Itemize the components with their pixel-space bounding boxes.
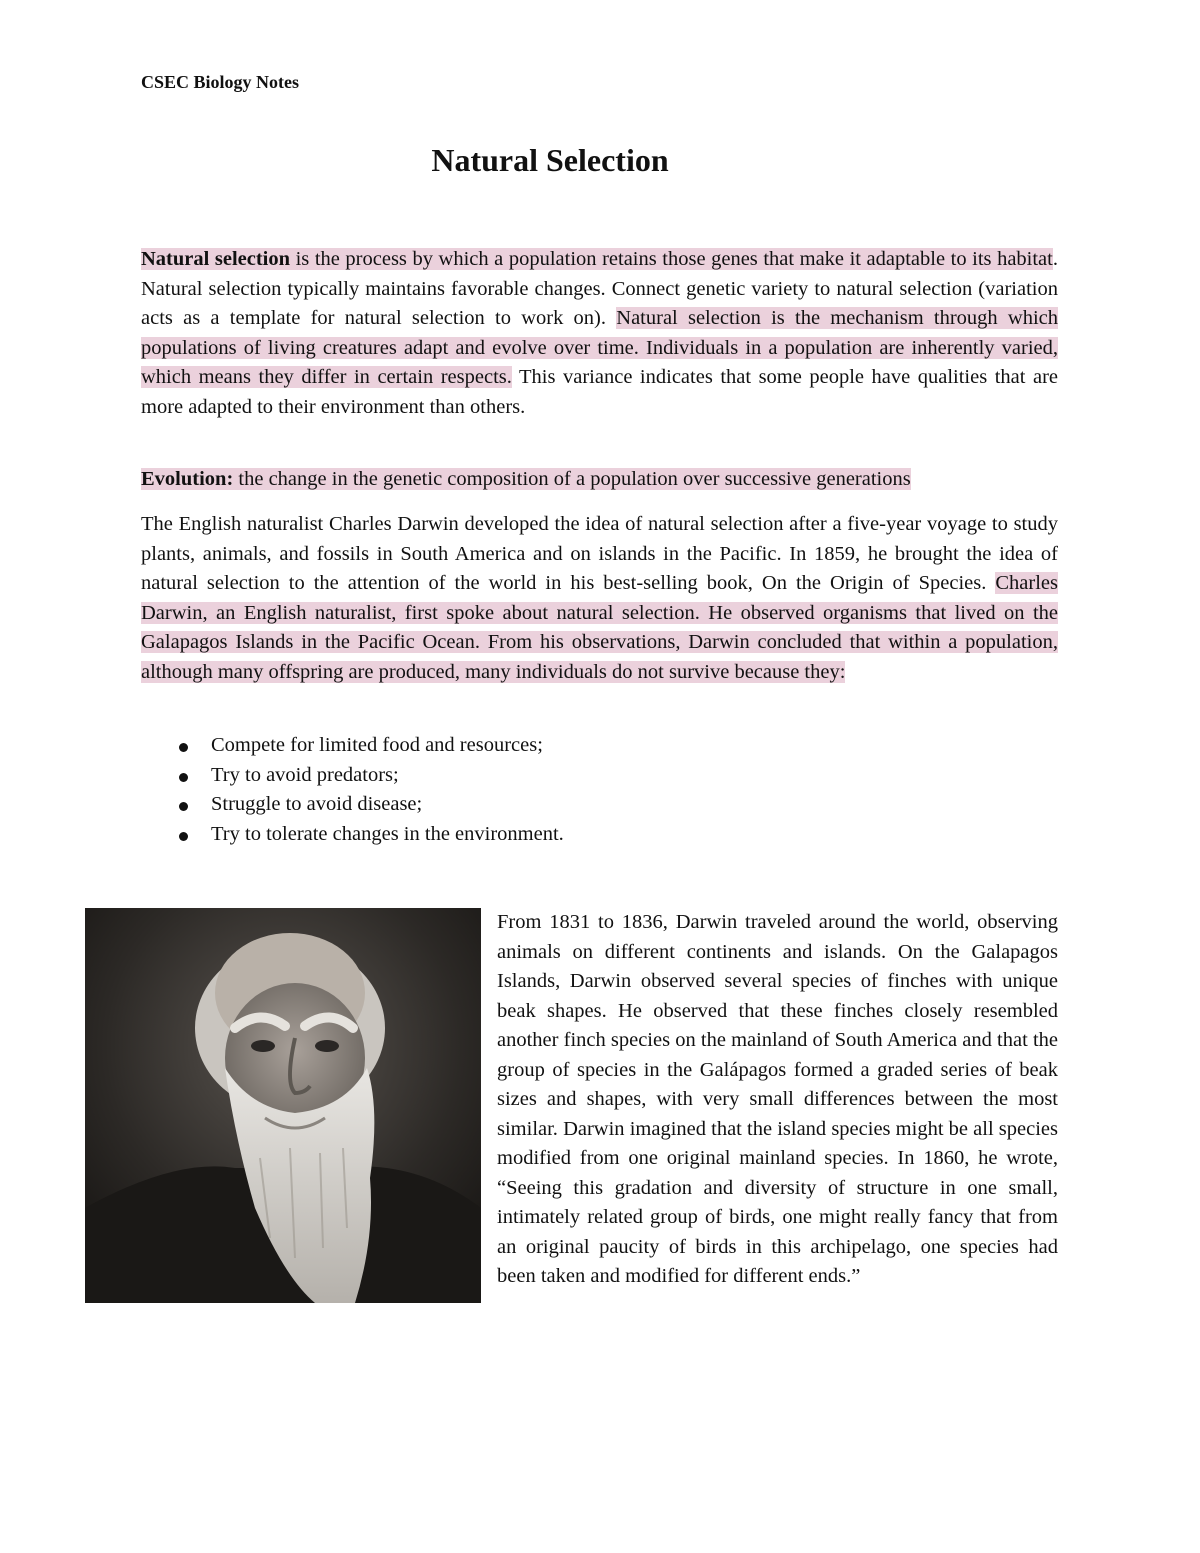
side-text: From 1831 to 1836, Darwin traveled around the world, observing animals on different continents and islands. On the Galapagos Islands, Darwin observed several species of finches with unique beak shapes. He observed that these finches closely resembled another finch species on the mainland of South America and that the group of species in the Galápagos formed a graded series of beak sizes and shapes, with very small differences between the most similar. Darwin imagined that the island species might be all species modified from one original mainland species. In 1860, he wrote, “Seeing this gradation and diversity of structure in one small, intimately related group of birds, one might really fancy that from an original paucity of birds in this archipelago, one species had been taken and modified for different ends.” [497,911,1058,1287]
mechanism-highlight: Natural selection is the mechanism through which populations of living creatures adapt and evolve over time. Individuals in a population are inherently varied, which means they differ in certain respects. [141,307,1058,388]
paragraph-text: . Natural selection typically maintains favorable changes. Connect genetic variety to natural selection (variation acts as a template for natural selection to work on). [141,248,1058,329]
evolution-term: Evolution: [141,468,234,490]
natural-selection-term: Natural selection [141,248,291,270]
darwin-intro: The English naturalist Charles Darwin developed the idea of natural selection after a five-year voyage to study plants, animals, and fossils in South America and on islands in the Pacific. In 1859, he brought the idea of natural selection to the attention of the world in his best-selling book, On the Origin of Species. [141,513,1058,594]
list-item-text: Try to avoid predators; [211,763,399,786]
darwin-portrait [85,908,481,1303]
list-item [141,820,564,850]
bullet-icon [179,802,188,811]
natural-selection-paragraph [141,245,1058,422]
list-item [141,790,564,820]
bullet-icon [179,832,188,841]
document-header: CSEC Biology Notes [141,72,300,92]
list-item-text: Compete for limited food and resources; [211,734,543,756]
evolution-definition [141,465,1058,495]
list-item [141,731,564,761]
bullet-icon [179,743,188,752]
bullet-icon [179,773,188,782]
list-item-text: Struggle to avoid disease; [211,793,423,815]
paragraph-tail: This variance indicates that some people have qualities that are more adapted to their environment than others. [141,366,1058,418]
evolution-text: the change in the genetic composition of a population over successive generations [233,468,911,490]
darwin-travel-paragraph [497,908,1058,1292]
definition-highlight: is the process by which a population retains those genes that make it adaptable to its habitat [290,248,1053,270]
darwin-paragraph [141,510,1058,687]
survival-list [141,731,564,849]
darwin-highlight: Charles Darwin, an English naturalist, first spoke about natural selection. He observed organisms that lived on the Galapagos Islands in the Pacific Ocean. From his observations, Darwin concluded that within a population, although many offspring are produced, many individuals do not survive because they: [141,572,1058,683]
list-item [141,761,564,791]
page-title: Natural Selection [431,142,669,178]
list-item-text: Try to tolerate changes in the environment. [211,822,564,845]
